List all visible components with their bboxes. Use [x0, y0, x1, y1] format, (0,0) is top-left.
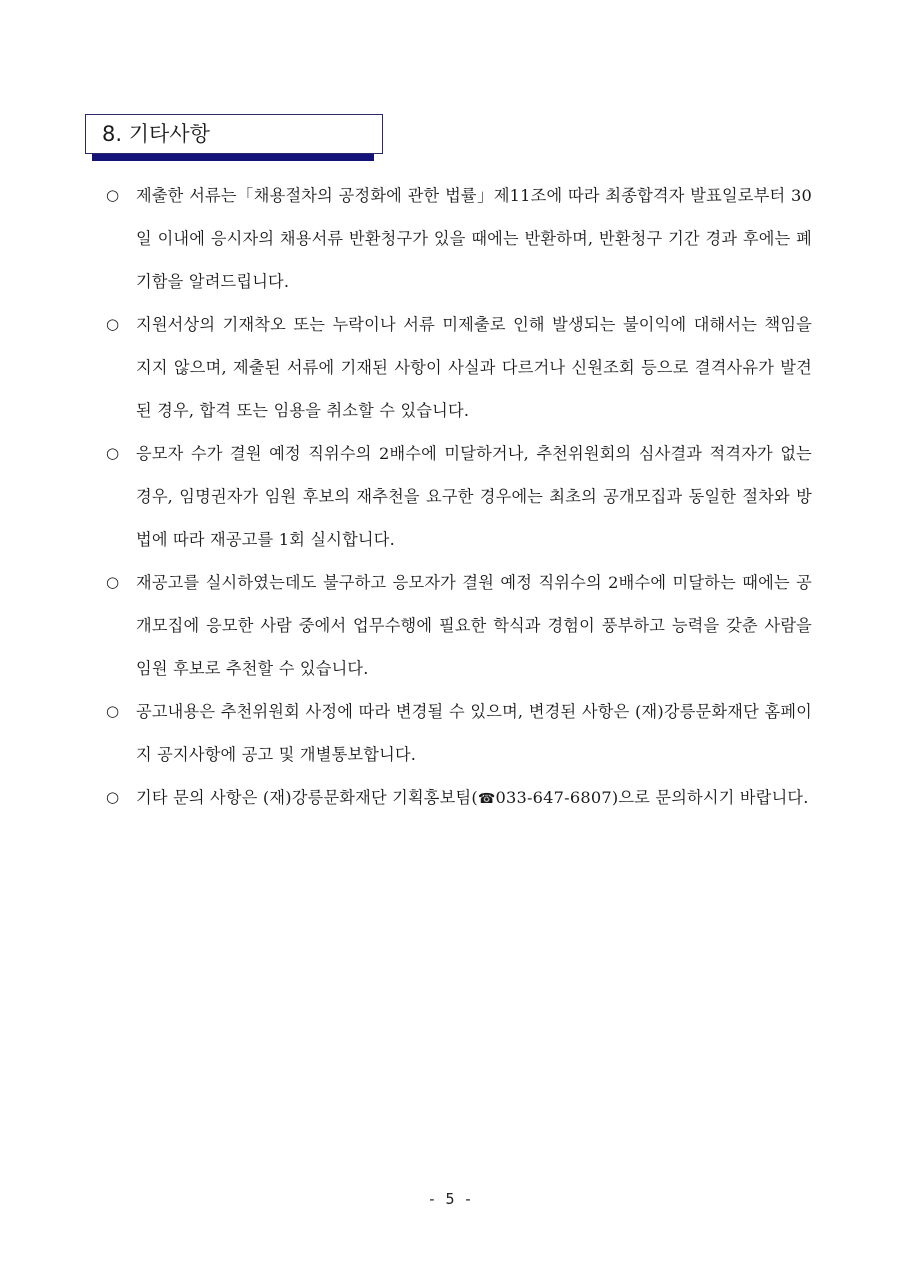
bullet-icon: ○ — [106, 315, 120, 333]
contact-text-after: )으로 문의하시기 바랍니다. — [611, 788, 809, 807]
item-text: 제출한 서류는「채용절차의 공정화에 관한 법률」제11조에 따라 최종합격자 발표일로부터 30일 이내에 응시자의 채용서류 반환청구가 있을 때에는 반환하며, 반환청구 기간 경과 후에는 폐기함을 알려드립니다. — [136, 186, 812, 291]
bullet-icon: ○ — [106, 186, 120, 204]
item-text: 공고내용은 추천위원회 사정에 따라 변경될 수 있으며, 변경된 사항은 (재)강릉문화재단 홈페이지 공지사항에 공고 및 개별통보합니다. — [136, 702, 812, 764]
item-text: 재공고를 실시하였는데도 불구하고 응모자가 결원 예정 직위수의 2배수에 미달하는 때에는 공개모집에 응모한 사람 중에서 업무수행에 필요한 학식과 경험이 풍부하고 능력을 갖춘 사람을 임원 후보로 추천할 수 있습니다. — [136, 573, 812, 678]
bullet-icon: ○ — [106, 788, 120, 806]
bullet-icon: ○ — [106, 444, 120, 462]
list-item — [102, 432, 812, 561]
list-item — [102, 690, 812, 776]
page-number: - 5 - — [427, 1190, 473, 1208]
contact-text-before: 기타 문의 사항은 (재)강릉문화재단 기획홍보팀( — [136, 788, 478, 807]
bullet-icon: ○ — [106, 702, 120, 720]
bullet-icon: ○ — [106, 573, 120, 591]
contact-item — [102, 776, 812, 821]
notice-list — [102, 174, 812, 821]
item-text: 지원서상의 기재착오 또는 누락이나 서류 미제출로 인해 발생되는 불이익에 대해서는 책임을 지지 않으며, 제출된 서류에 기재된 사항이 사실과 다르거나 신원조회 등으로 결격사유가 발견된 경우, 합격 또는 임용을 취소할 수 있습니다. — [136, 315, 812, 420]
list-item — [102, 174, 812, 303]
section-heading — [85, 114, 367, 154]
list-item — [102, 561, 812, 690]
phone-number: 033-647-6807 — [495, 788, 612, 807]
item-text: 응모자 수가 결원 예정 직위수의 2배수에 미달하거나, 추천위원회의 심사결과 적격자가 없는 경우, 임명권자가 임원 후보의 재추천을 요구한 경우에는 최초의 공개모집과 동일한 절차와 방법에 따라 재공고를 1회 실시합니다. — [136, 444, 812, 549]
phone-icon: ☎ — [477, 791, 496, 807]
section-title: 8. 기타사항 — [85, 114, 383, 154]
list-item — [102, 303, 812, 432]
